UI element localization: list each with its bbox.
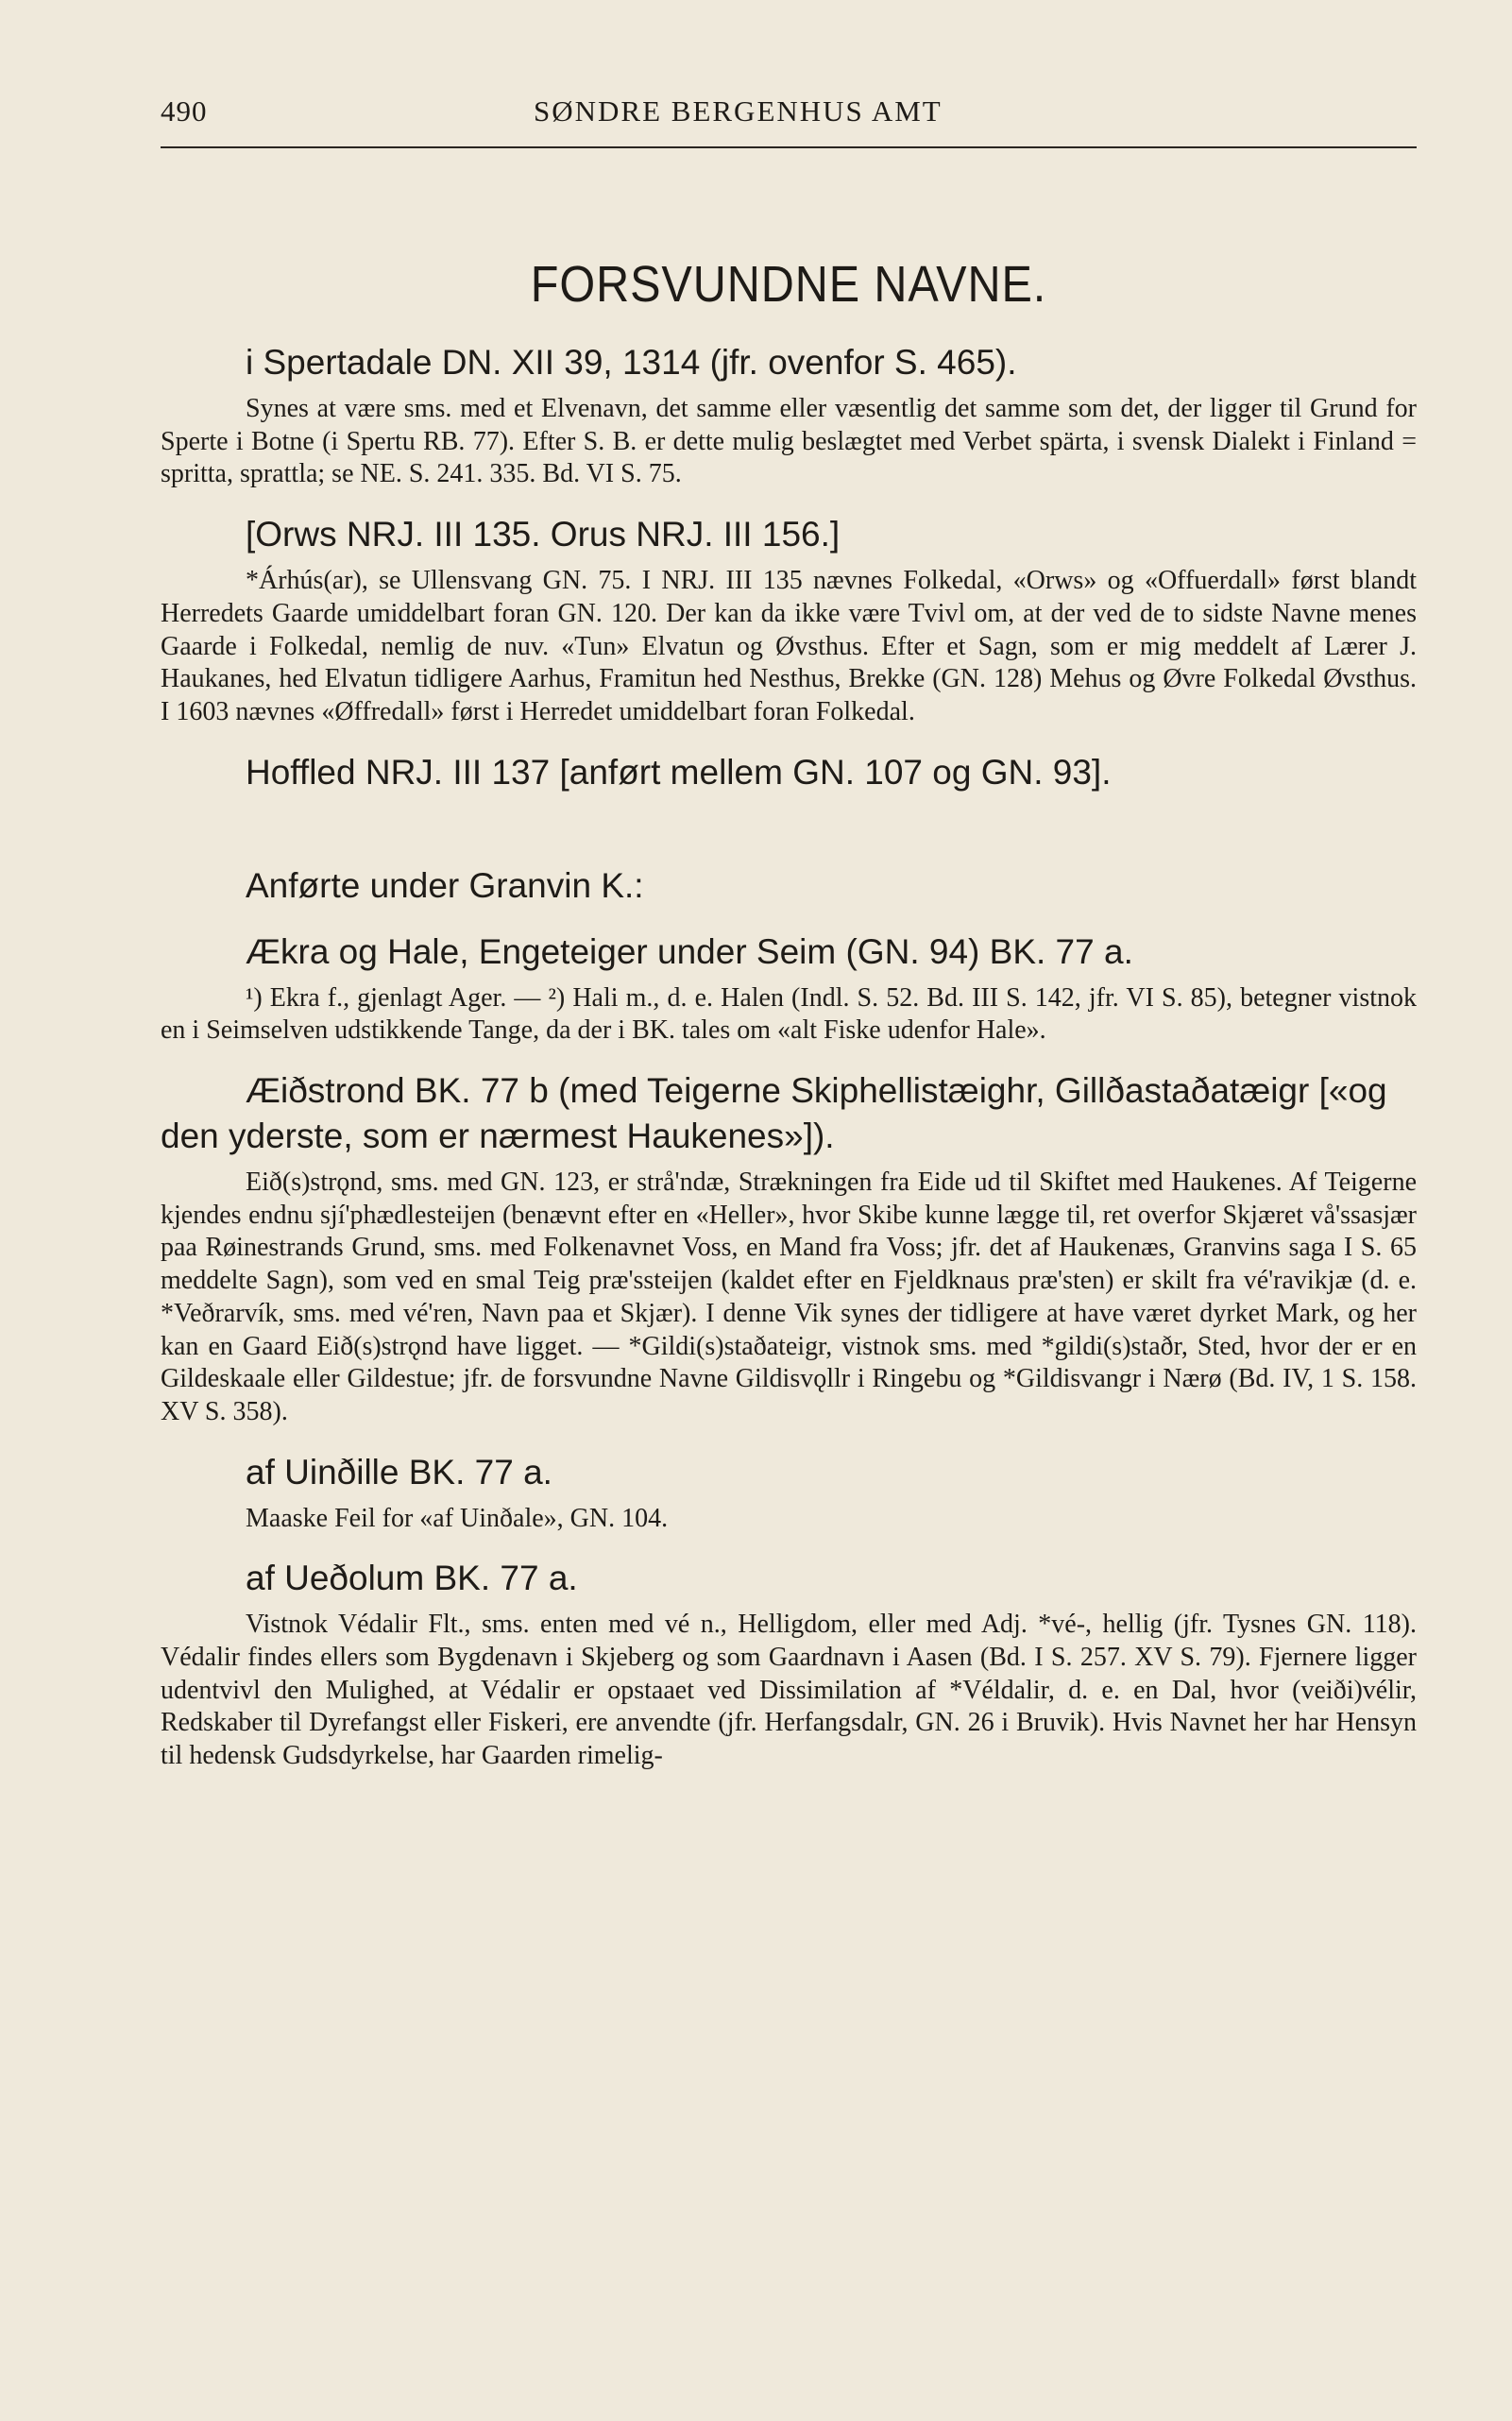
header-rule xyxy=(161,146,1417,148)
running-title: SØNDRE BERGENHUS AMT xyxy=(534,94,943,128)
spacer xyxy=(161,909,1417,929)
spacer xyxy=(161,1495,1417,1503)
section-title: FORSVUNDNE NAVNE. xyxy=(530,256,1047,313)
entry-body-orws: *Árhús(ar), se Ullensvang GN. 75. I NRJ. III 135 nævnes Folkedal, «Orws» og «Offuerdall» først blandt Herredets Gaarde umiddelbart foran GN. 120. Der kan da ikke være Tvivl om, at der ved de to sidste Navne menes Gaarde i Folkedal, nemlig de nuv. «Tun» Elvatun og Øvsthus. Efter et Sagn, som er mig meddelt af Lærer J. Haukanes, hed Elvatun tidligere Aarhus, Framitun hed Nesthus, Brekke (GN. 128) Mehus og Øvre Folkedal Øvsthus. I 1603 nævnes «Øffredall» først i Herredet umiddelbart foran Folkedal. xyxy=(161,566,1417,726)
entry-body-aeidstrond: Eið(s)strǫnd, sms. med GN. 123, er strå'ndæ, Strækningen fra Eide ud til Skiftet med Haukenes. Af Teigerne kjendes endnu sjí'phædlesteijen (benævnt efter en «Heller», hvor Skibe kunne lægge til, ret overfor Skjæret vå'ssasjær paa Røinestrands Grund, sms. med Folkenavnet Voss, en Mand fra Voss; jfr. det af Haukenæs, Granvins saga I S. 65 meddelte Sagn), som ved en smal Teig præ'ssteijen (kaldet efter en Fjeldknaus præ'sten) er skilt fra vé'ravikjæ (d. e. *Veðrarvík, sms. med vé'ren, Navn paa et Skjær). I denne Vik synes der tidligere at have været dyrket Mark, og her kan en Gaard Eið(s)strǫnd have ligget. — *Gildi(s)staðateigr, vistnok sms. med *gildi(s)staðr, Sted, hvor der er en Gildeskaale eller Gildestue; jfr. de forsvundne Navne Gildisvǫllr i Ringebu og *Gildisvangr i Nærø (Bd. IV, 1 S. 158. XV S. 358). xyxy=(161,1168,1417,1426)
entry-body-aekra: ¹) Ekra f., gjenlagt Ager. — ²) Hali m., d. e. Halen (Indl. S. 52. Bd. III S. 142, jfr. VI S. 85), betegner vistnok en i Seimselven udstikkende Tange, da der i BK. tales om «alt Fiske udenfor Hale». xyxy=(161,982,1417,1046)
spacer xyxy=(161,795,1417,863)
page-content xyxy=(161,255,1417,1773)
spacer xyxy=(161,1429,1417,1450)
spacer xyxy=(161,557,1417,565)
spacer xyxy=(161,1048,1417,1068)
entry-heading-uindille: af Uinðille BK. 77 a. xyxy=(246,1452,552,1492)
entry-body-spertadale: Synes at være sms. med et Elvenavn, det samme eller væsentlig det samme som det, der ligger til Grund for Sperte i Botne (i Spertu RB. 77). Efter S. B. er dette mulig beslægtet med Verbet spärta, i svensk Dialekt i Finland = spritta, sprattla; se NE. S. 241. 335. Bd. VI S. 75. xyxy=(161,394,1417,489)
entry-heading-hoffled: Hoffled NRJ. III 137 [anført mellem GN. 107 og GN. 93]. xyxy=(246,752,1112,792)
entry-heading-orws: [Orws NRJ. III 135. Orus NRJ. III 156.] xyxy=(246,515,841,554)
entry-heading-granvin: Anførte under Granvin K.: xyxy=(246,865,644,905)
spacer xyxy=(161,1601,1417,1609)
entry-body-uedolum: Vistnok Védalir Flt., sms. enten med vé n., Helligdom, eller med Adj. *vé-, hellig (jfr. Tysnes GN. 118). Védalir findes ellers som Bygdenavn i Skjeberg og som Gaardnavn i Aasen (Bd. I S. 257. XV S. 79). Fjernere ligger udentvivl den Mulighed, at Védalir er opstaaet ved Dissimilation af *Véldalir, d. e. en Dal, hvor (veiði)vélir, Redskaber til Dyrefangst eller Fiskeri, ere anvendte (jfr. Herfangsdalr, GN. 26 i Bruvik). Hvis Navnet her har Hensyn til hedensk Gudsdyrkelse, har Gaarden rimelig- xyxy=(161,1610,1417,1771)
spacer xyxy=(161,385,1417,393)
entry-heading-spertadale: i Spertadale DN. XII 39, 1314 (jfr. ovenfor S. 465). xyxy=(246,343,1017,382)
spacer xyxy=(161,491,1417,512)
spacer xyxy=(161,1159,1417,1167)
entry-heading-aeidstrond: Æiðstrond BK. 77 b (med Teigerne Skiphellistæighr, Gillðastaðatæigr [«og den yderste, som er nærmest Haukenes»]). xyxy=(161,1071,1387,1156)
spacer xyxy=(161,729,1417,750)
entry-heading-uedolum: af Ueðolum BK. 77 a. xyxy=(246,1559,578,1598)
page-number: 490 xyxy=(161,94,208,128)
spacer xyxy=(161,975,1417,982)
entry-body-uindille: Maaske Feil for «af Uinðale», GN. 104. xyxy=(246,1503,669,1533)
spacer xyxy=(161,1535,1417,1556)
entry-heading-aekra: Ækra og Hale, Engeteiger under Seim (GN. 94) BK. 77 a. xyxy=(246,931,1133,971)
